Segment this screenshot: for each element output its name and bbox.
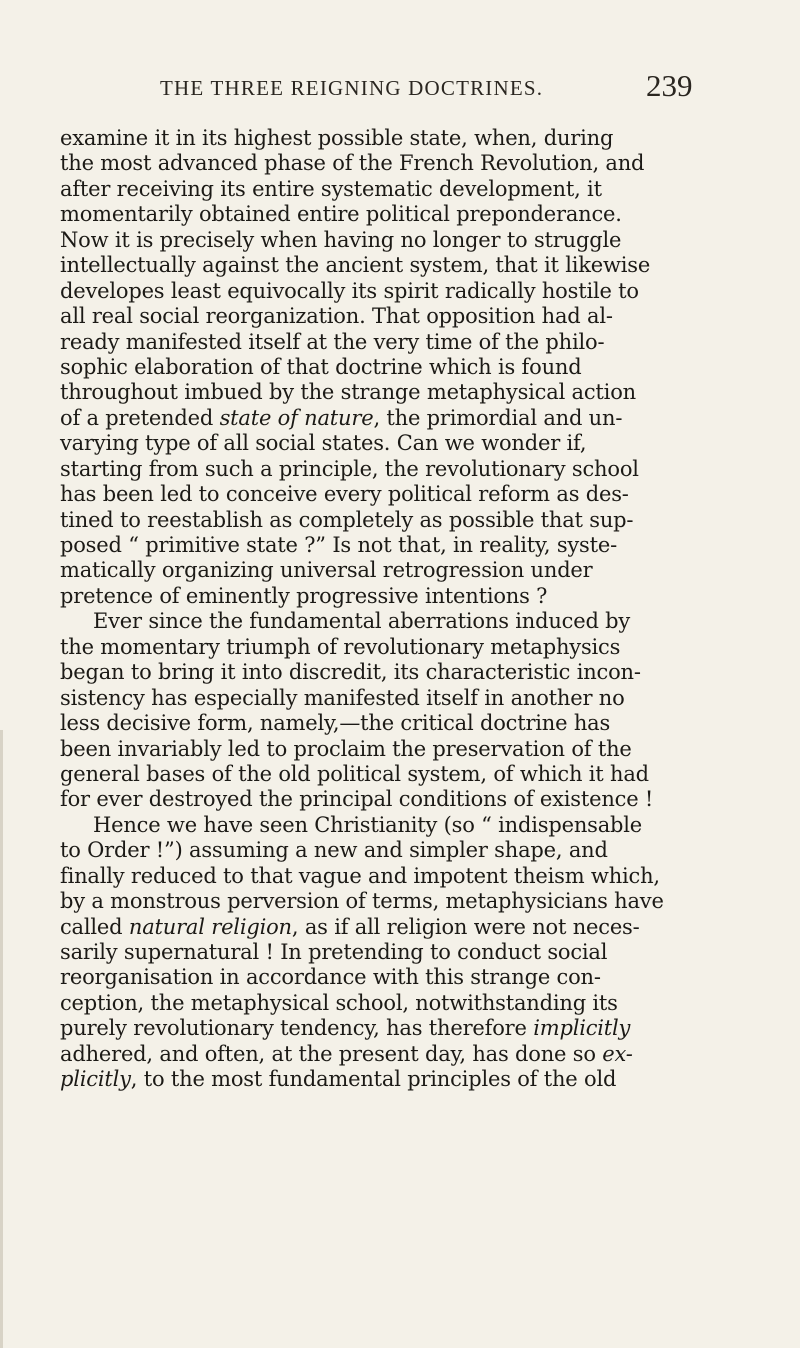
- text-line: by a monstrous perversion of terms, metaphysicians have: [60, 889, 664, 914]
- text-line: less decisive form, namely,—the critical doctrine has: [60, 711, 611, 736]
- text-line: the momentary triumph of revolutionary metaphysics: [60, 634, 621, 659]
- italic-emphasis: natural religion: [128, 914, 292, 939]
- text-line: examine it in its highest possible state, when, during: [60, 126, 614, 150]
- text-line: Now it is precisely when having no longer to struggle: [60, 227, 622, 252]
- running-head: THE THREE REIGNING DOCTRINES.: [160, 76, 544, 100]
- text-line: purely revolutionary tendency, has therefore implicitly: [60, 1016, 631, 1041]
- page-number: 239: [646, 68, 693, 103]
- text-line: to Order !”) assuming a new and simpler shape, and: [60, 838, 608, 863]
- text-line: posed “ primitive state ?” Is not that, in reality, syste-: [60, 533, 617, 557]
- text-line: varying type of all social states. Can we wonder if,: [60, 431, 587, 456]
- text-line: momentarily obtained entire political preponderance.: [60, 202, 622, 227]
- text-line: reorganisation in accordance with this strange con-: [60, 965, 601, 990]
- text-line: finally reduced to that vague and impotent theism which,: [60, 863, 660, 888]
- text-line: pretence of eminently progressive intentions ?: [60, 583, 548, 608]
- text-line: all real social reorganization. That opposition had al-: [60, 304, 613, 329]
- text-line: general bases of the old political system, of which it had: [60, 761, 649, 786]
- text-line: for ever destroyed the principal conditions of existence !: [60, 787, 654, 812]
- text-line: intellectually against the ancient system, that it likewise: [60, 253, 651, 278]
- text-line: the most advanced phase of the French Revolution, and: [60, 151, 645, 176]
- text-line: plicitly, to the most fundamental principles of the old: [60, 1067, 617, 1092]
- text-line: sistency has especially manifested itself in another no: [60, 685, 625, 710]
- page-edge-shadow: [0, 730, 3, 1348]
- italic-emphasis: state of nature: [219, 405, 374, 430]
- text-line: adhered, and often, at the present day, has done so ex-: [60, 1041, 633, 1066]
- italic-emphasis: implicitly: [533, 1016, 631, 1041]
- text-line: developes least equivocally its spirit radically hostile to: [60, 278, 639, 303]
- text-line: ception, the metaphysical school, notwithstanding its: [60, 990, 618, 1015]
- text-line: matically organizing universal retrogression under: [60, 558, 593, 583]
- italic-emphasis: plicitly: [60, 1067, 131, 1092]
- body-text: [60, 126, 800, 1093]
- paragraph-start-line: Ever since the fundamental aberrations induced by: [93, 609, 631, 634]
- text-line: tined to reestablish as completely as possible that sup-: [60, 507, 634, 532]
- italic-emphasis: ex-: [602, 1041, 633, 1066]
- text-line: throughout imbued by the strange metaphysical action: [60, 380, 636, 405]
- paragraph-start-line: Hence we have seen Christianity (so “ indispensable: [93, 812, 643, 837]
- text-line: of a pretended state of nature, the primordial and un-: [60, 405, 623, 430]
- text-line: called natural religion, as if all religion were not neces-: [60, 914, 640, 939]
- text-line: has been led to conceive every political reform as des-: [60, 482, 629, 507]
- text-line: after receiving its entire systematic development, it: [60, 176, 602, 201]
- text-line: began to bring it into discredit, its characteristic incon-: [60, 660, 641, 685]
- text-line: sophic elaboration of that doctrine which is found: [60, 354, 582, 379]
- text-line: sarily supernatural ! In pretending to conduct social: [60, 940, 608, 964]
- text-line: been invariably led to proclaim the preservation of the: [60, 736, 632, 761]
- text-line: ready manifested itself at the very time of the philo-: [60, 329, 605, 354]
- text-line: starting from such a principle, the revolutionary school: [60, 456, 639, 481]
